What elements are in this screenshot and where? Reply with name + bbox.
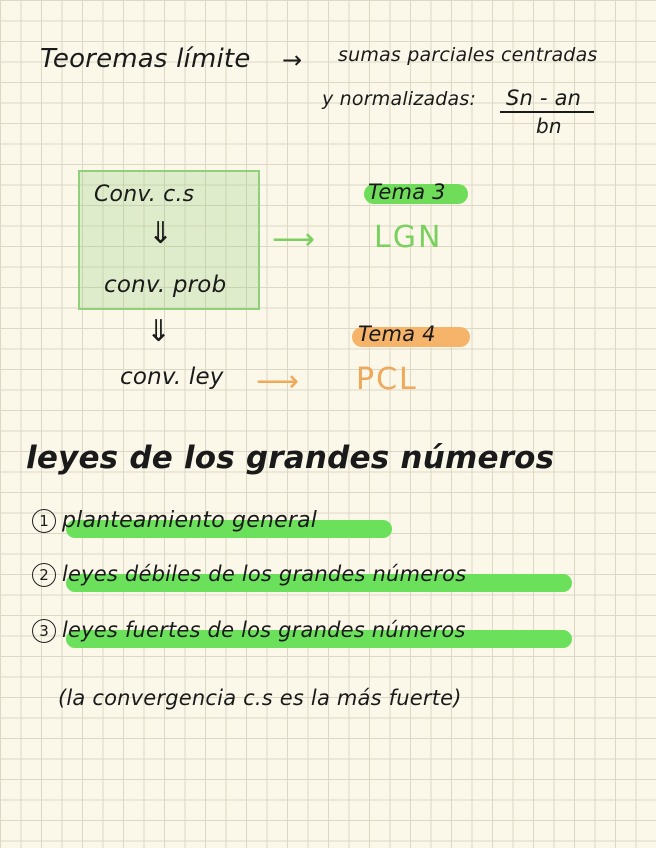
number-2-icon: 2: [32, 563, 56, 587]
number-3-icon: 3: [32, 619, 56, 643]
title-arrow: →: [282, 46, 303, 74]
list-item-1: [32, 508, 317, 533]
description-line-2: y normalizadas:: [322, 88, 477, 110]
tema-3-tag: Tema 3: [368, 180, 446, 204]
list-item-2-text: leyes débiles de los grandes números: [62, 562, 467, 586]
list-item-1-text: planteamiento general: [62, 508, 318, 533]
green-arrow: ⟶: [272, 222, 316, 257]
implies-arrow-2: ⇓: [146, 314, 172, 349]
fraction-bar: [500, 111, 594, 113]
conv-ley-label: conv. ley: [120, 364, 224, 390]
number-1-icon: 1: [32, 509, 56, 533]
fraction-numerator: Sn - an: [506, 86, 582, 110]
convergence-note: (la convergencia c.s es la más fuerte): [58, 686, 462, 710]
list-item-2: [32, 562, 466, 587]
description-line-1: sumas parciales centradas: [338, 44, 598, 66]
notes-title: Teoremas límite: [40, 44, 251, 74]
section-heading: leyes de los grandes números: [26, 440, 555, 476]
lgn-label: LGN: [374, 220, 443, 255]
fraction-denominator: bn: [536, 114, 562, 138]
conv-prob-label: conv. prob: [104, 272, 227, 298]
list-item-3: [32, 618, 466, 643]
tema-4-tag: Tema 4: [358, 322, 436, 346]
pcl-label: PCL: [356, 362, 418, 397]
conv-cs-label: Conv. c.s: [94, 182, 195, 207]
list-item-3-text: leyes fuertes de los grandes números: [62, 618, 466, 642]
implies-arrow-1: ⇓: [148, 216, 174, 251]
orange-arrow: ⟶: [256, 364, 300, 399]
